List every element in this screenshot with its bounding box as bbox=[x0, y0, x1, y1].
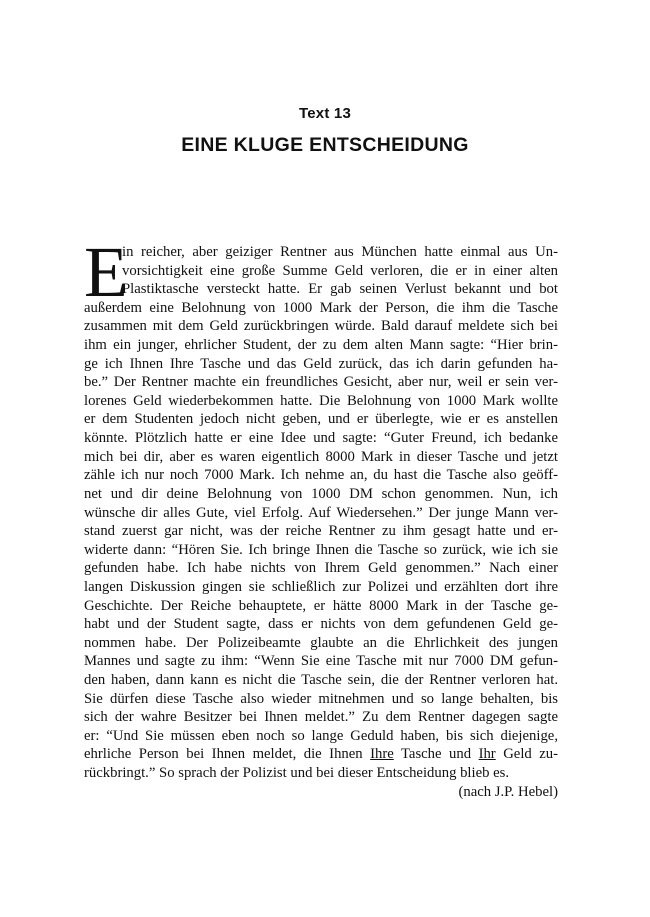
text-number-label: Text 13 bbox=[299, 105, 351, 122]
underlined-word: Ihr bbox=[478, 746, 496, 763]
drop-cap: E bbox=[84, 232, 128, 312]
text-line: er: “Und Sie müssen eben noch so lange Geduld haben, bis sich diejenige, bbox=[84, 727, 558, 744]
text-line: den haben, dann kann es nicht die Tasche sein, die der Rentner verloren hat. bbox=[84, 672, 558, 689]
text-line: mich bei dir, aber es waren eigentlich 8000 Mark in dieser Tasche und jetzt bbox=[84, 448, 558, 465]
page-title: EINE KLUGE ENTSCHEIDUNG bbox=[181, 134, 469, 156]
story-body bbox=[84, 232, 558, 801]
text-line: Sie dürfen diese Tasche also wieder mitnehmen und so lange behalten, bis bbox=[84, 690, 558, 707]
text-line: vorsichtigkeit eine große Summe Geld verloren, die er in einer alten bbox=[122, 262, 558, 279]
text-segment: Geld zu- bbox=[495, 746, 558, 763]
text-line: rückbringt.” So sprach der Polizist und bei dieser Entscheidung blieb es. bbox=[84, 765, 510, 782]
text-line: sich der wahre Besitzer bei Ihnen meldet.” Zu dem Rentner dagegen sagte bbox=[84, 709, 558, 726]
text-line: Geschichte. Der Reiche behauptete, er hätte 8000 Mark in der Tasche ge- bbox=[84, 597, 558, 614]
text-line: zusammen mit dem Geld zurückbringen würde. Bald darauf meldete sich bei bbox=[84, 318, 558, 335]
underlined-word: Ihre bbox=[370, 746, 394, 763]
text-line: lorenes Geld wiederbekommen hatte. Die Belohnung von 1000 Mark wollte bbox=[84, 392, 558, 409]
text-line: ihm ein junger, ehrlicher Student, der zu dem alten Mann sagte: “Hier brin- bbox=[84, 337, 558, 354]
text-line: be.” Der Rentner machte ein freundliches Gesicht, aber nur, weil er sein ver- bbox=[84, 374, 558, 391]
text-line: könnte. Plötzlich hatte er eine Idee und sagte: “Guter Freund, ich bedanke bbox=[84, 430, 558, 447]
text-line: Plastiktasche versteckt hatte. Er gab seinen Verlust bekannt und bot bbox=[122, 281, 558, 298]
text-line: außerdem eine Belohnung von 1000 Mark der Person, die ihm die Tasche bbox=[84, 299, 558, 316]
text-line: widerte dann: “Hören Sie. Ich bringe Ihnen die Tasche so zurück, wie ich sie bbox=[84, 541, 558, 558]
source-attribution: (nach J.P. Hebel) bbox=[458, 783, 558, 800]
text-line: langen Diskussion gingen sie schließlich zur Polizei und erzählten dort ihre bbox=[84, 578, 558, 595]
text-line bbox=[84, 745, 558, 764]
text-line: Mannes und sagte zu ihm: “Wenn Sie eine Tasche mit nur 7000 DM gefun- bbox=[84, 653, 558, 670]
text-line: stand zuerst gar nicht, was der reiche Rentner zu ihm gesagt hatte und er- bbox=[84, 523, 558, 540]
text-line: in reicher, aber geiziger Rentner aus München hatte einmal aus Un- bbox=[122, 244, 558, 260]
text-line: ge ich Ihnen Ihre Tasche und das Geld zurück, das ich darin gefunden ha- bbox=[84, 355, 558, 372]
text-segment: Tasche und bbox=[393, 746, 479, 763]
text-line: er dem Studenten jedoch nicht geben, und er überlegte, wie er es anstellen bbox=[84, 411, 558, 428]
text-line: habt und der Student sagte, dass er nichts von dem gefundenen Geld ge- bbox=[84, 616, 558, 633]
text-line: zähle ich nur noch 7000 Mark. Ich nehme an, du hast die Tasche also geöff- bbox=[84, 467, 558, 484]
text-segment: ehrliche Person bei Ihnen meldet, die Ihnen bbox=[84, 746, 371, 763]
text-line: wünsche dir alles Gute, viel Erfolg. Auf Wiedersehen.” Der junge Mann ver- bbox=[84, 504, 558, 521]
text-line: gefunden habe. Ich habe nichts von Ihrem Geld genommen.” Nach einer bbox=[84, 560, 558, 577]
text-line: net und dir deine Belohnung von 1000 DM schon genommen. Nun, ich bbox=[84, 485, 558, 502]
text-line: nommen habe. Der Polizeibeamte glaubte an die Ehrlichkeit des jungen bbox=[84, 634, 558, 651]
